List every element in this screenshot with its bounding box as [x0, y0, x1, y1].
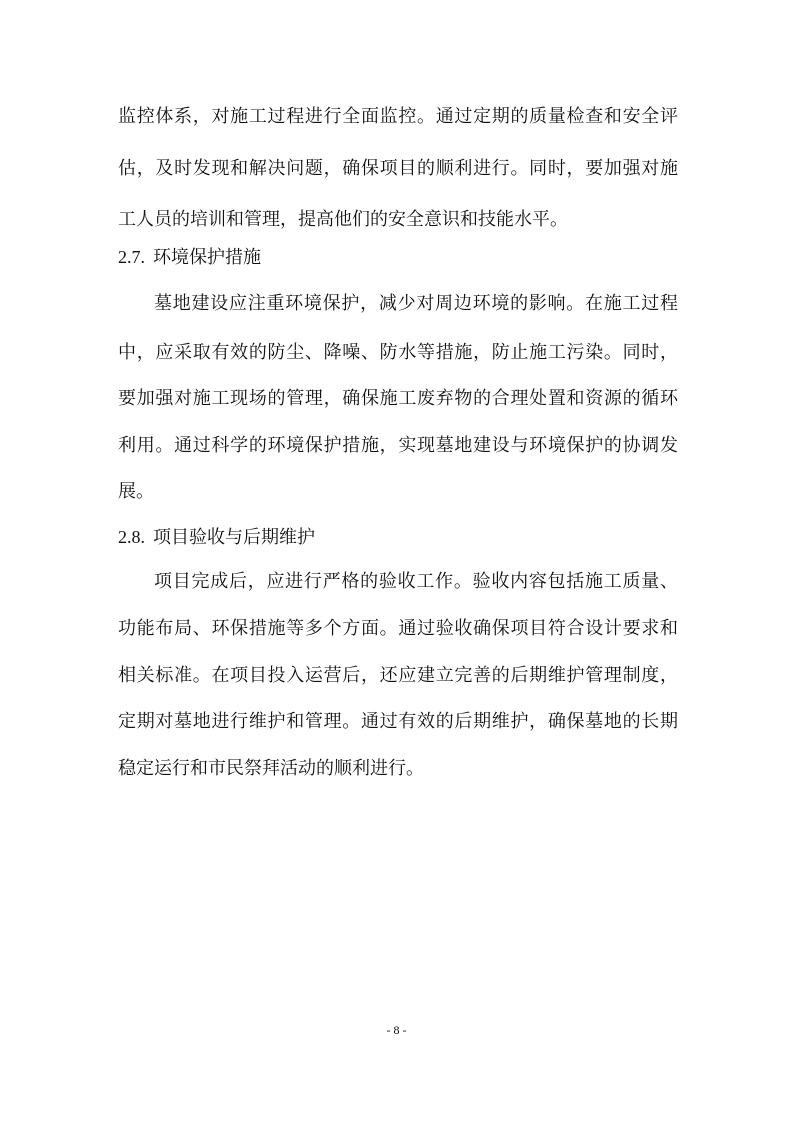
body-text-line: 中，应采取有效的防尘、降噪、防水等措施，防止施工污染。同时， — [118, 342, 678, 363]
body-text-line: 项目完成后，应进行严格的验收工作。验收内容包括施工质量、 — [154, 571, 678, 592]
body-text-line: 估，及时发现和解决问题，确保项目的顺利进行。同时，要加强对施 — [118, 158, 678, 179]
section-heading-2-8 — [118, 525, 315, 550]
section-title: 环境保护措施 — [153, 247, 261, 268]
body-text-line: 展。 — [118, 481, 154, 502]
body-text-line: 相关标准。在项目投入运营后，还应建立完善的后期维护管理制度， — [118, 665, 678, 686]
section-number: 2.8. — [118, 527, 145, 547]
body-text-line: 定期对墓地进行维护和管理。通过有效的后期维护，确保墓地的长期 — [118, 711, 678, 732]
page-number: - 8 - — [386, 1023, 407, 1037]
section-title: 项目验收与后期维护 — [153, 527, 315, 548]
body-text-line: 稳定运行和市民祭拜活动的顺利进行。 — [118, 758, 424, 779]
body-text-line: 工人员的培训和管理，提高他们的安全意识和技能水平。 — [118, 209, 568, 230]
body-text-line: 监控体系，对施工过程进行全面监控。通过定期的质量检查和安全评 — [118, 106, 678, 127]
body-text-line: 墓地建设应注重环境保护，减少对周边环境的影响。在施工过程 — [154, 293, 678, 314]
body-text-line: 利用。通过科学的环境保护措施，实现墓地建设与环境保护的协调发 — [118, 435, 678, 456]
section-number: 2.7. — [118, 247, 145, 267]
body-text-line: 功能布局、环保措施等多个方面。通过验收确保项目符合设计要求和 — [118, 618, 678, 639]
section-heading-2-7 — [118, 245, 261, 270]
body-text-line: 要加强对施工现场的管理，确保施工废弃物的合理处置和资源的循环 — [118, 388, 678, 409]
